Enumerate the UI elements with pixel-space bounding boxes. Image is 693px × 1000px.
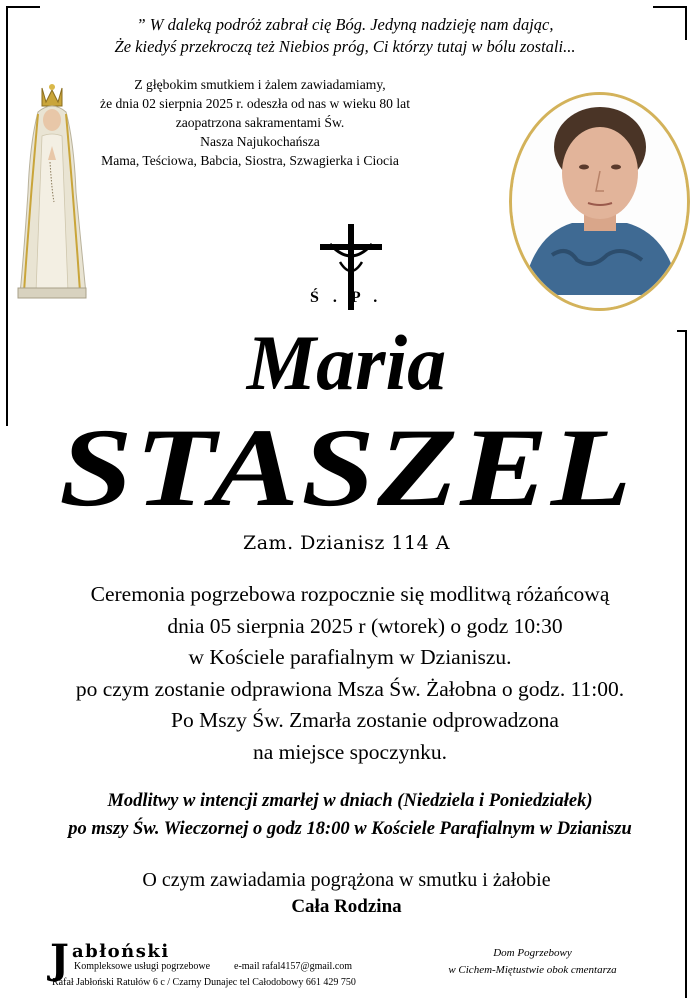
ceremony-line-5: Po Mszy Św. Zmarła zostanie odprowadzona (171, 708, 559, 732)
ceremony-line-2: dnia 05 sierpnia 2025 r (wtorek) o godz 10:30 (167, 613, 563, 638)
sp-abbreviation: Ś.P. (310, 289, 392, 306)
announcement-line-1: Z głębokim smutkiem i żalem zawiadamiamy, (134, 77, 386, 92)
funeral-home-logo-initial: J (50, 936, 69, 983)
funeral-home-email: e-mail rafal4157@gmail.com (234, 961, 353, 972)
prayers-line-2: po mszy Św. Wieczornej o godz 18:00 w Kościele Parafialnym w Dzianiszu (68, 819, 632, 839)
funeral-home-name: abłoński (72, 941, 170, 962)
memorial-quote (20, 14, 670, 58)
ceremony-details (40, 579, 660, 768)
ceremony-line-4: po czym zostanie odprawiona Msza Św. Żałobna o godz. 11:00. (75, 676, 625, 701)
deceased-portrait-photo (509, 92, 690, 311)
announcement-line-4: Nasza Najukochańsza (200, 134, 320, 149)
deceased-last-name: STASZEL (59, 406, 634, 530)
deceased-address: Zam. Dzianisz 114 A (243, 532, 450, 554)
announcement-line-2: że dnia 02 sierpnia 2025 r. odeszła od nas w wieku 80 lat (100, 96, 410, 111)
funeral-house-line-1: Dom Pogrzebowy (493, 947, 572, 959)
closing-inform: O czym zawiadamia pogrążona w smutku i żałobie (142, 869, 551, 891)
closing-family: Cała Rodzina (291, 896, 402, 917)
announcement-line-3: zaopatrzona sakramentami Św. (175, 115, 345, 130)
quote-line-1: ” W daleką podróż zabrał cię Bóg. Jedyną nadzieję nam dając, (136, 15, 554, 34)
funeral-house-info (425, 945, 640, 979)
portrait-image (512, 95, 687, 308)
funeral-home-services: Kompleksowe usługi pogrzebowe (74, 961, 211, 972)
deceased-first-name: Maria (246, 319, 447, 406)
death-announcement (100, 75, 410, 170)
quote-line-2: Że kiedyś przekroczą też Niebios próg, Ci którzy tutaj w bólu zostali... (114, 37, 576, 56)
prayer-intentions (20, 787, 680, 843)
prayers-line-1: Modlitwy w intencji zmarłej w dniach (Niedziela i Poniedziałek) (107, 791, 593, 811)
ceremony-line-1: Ceremonia pogrzebowa rozpocznie się modlitwą różańcową (90, 582, 610, 606)
funeral-house-line-2: w Cichem-Miętustwie obok cmentarza (448, 964, 617, 976)
ceremony-line-6: na miejsce spoczynku. (252, 739, 448, 764)
announcement-line-5: Mama, Teściowa, Babcia, Siostra, Szwagierka i Ciocia (101, 153, 399, 168)
madonna-statue-image (16, 82, 88, 300)
ceremony-line-3: w Kościele parafialnym w Dzianiszu. (188, 645, 512, 669)
funeral-home-address: Rafał Jabłoński Ratułów 6 c / Czarny Dunajec tel Całodobowy 661 429 750 (52, 977, 356, 988)
